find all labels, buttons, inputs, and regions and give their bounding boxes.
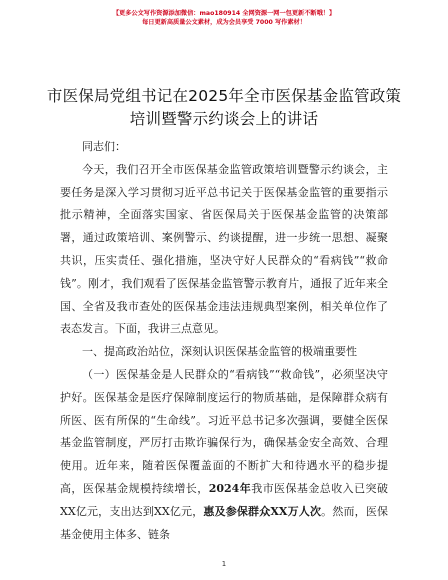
document-title: 市医保局党组书记在2025年全市医保基金监管政策培训暨警示约谈会上的讲话 xyxy=(46,87,402,128)
banner-line-2: 每日更新高质量公文素材，成为会员享受 7000 写作素材！ xyxy=(142,19,306,26)
document-body xyxy=(60,136,388,546)
paragraph-intro: 今天，我们召开全市医保基金监管政策培训暨警示约谈会，主要任务是深入学习贯彻习近平总书记关于医保基金监管的重要指示批示精神，全面落实国家、省医保局关于医保基金监管的决策部署，通过政策培训、案例警示、约谈提醒，进一步统一思想、凝聚共识，压实责任、强化措施，坚决守好人民群众的“看病钱”“救命钱”。刚才，我们观看了医保基金监管警示教育片，通报了近年来全国、全省及我市查处的医保基金违法违规典型案例，相关单位作了表态发言。下面，我讲三点意见。 xyxy=(60,162,388,336)
paragraph-1 xyxy=(60,364,388,546)
page-number: 1 xyxy=(221,560,227,568)
paragraph-1-mid: 我市医保基金总收入已突破XX亿元，支出达到XX亿元， xyxy=(60,481,388,518)
bold-year: 2024年 xyxy=(208,481,252,495)
bold-beneficiaries: 惠及参保群众XX万人次 xyxy=(203,504,322,518)
greeting: 同志们： xyxy=(82,140,126,153)
section-heading-1: 一、提高政治站位，深刻认识医保基金监管的极端重要性 xyxy=(82,345,357,359)
paragraph-1-tail: 。然而，医保基金使用主体多、链条 xyxy=(60,504,389,541)
paragraph-1-text: （一）医保基金是人民群众的“看病钱”“救命钱”，必须坚决守护好。医保基金是医疗保障制度运行的物质基础，是保障群众病有所医、医有所保的“生命线”。习近平总书记多次强调，要健全医保基金监管制度，严厉打击欺诈骗保行为，确保基金安全高效、合理使用。近年来，随着医保覆盖面的不断扩大和待遇水平的稳步提高，医保基金规模持续增长， xyxy=(60,367,388,495)
banner-line-1: 【更多公文写作资源添加微信：mao180914 全网资源一网一包更新不断哦！】 xyxy=(112,10,336,17)
top-banner xyxy=(0,9,448,27)
